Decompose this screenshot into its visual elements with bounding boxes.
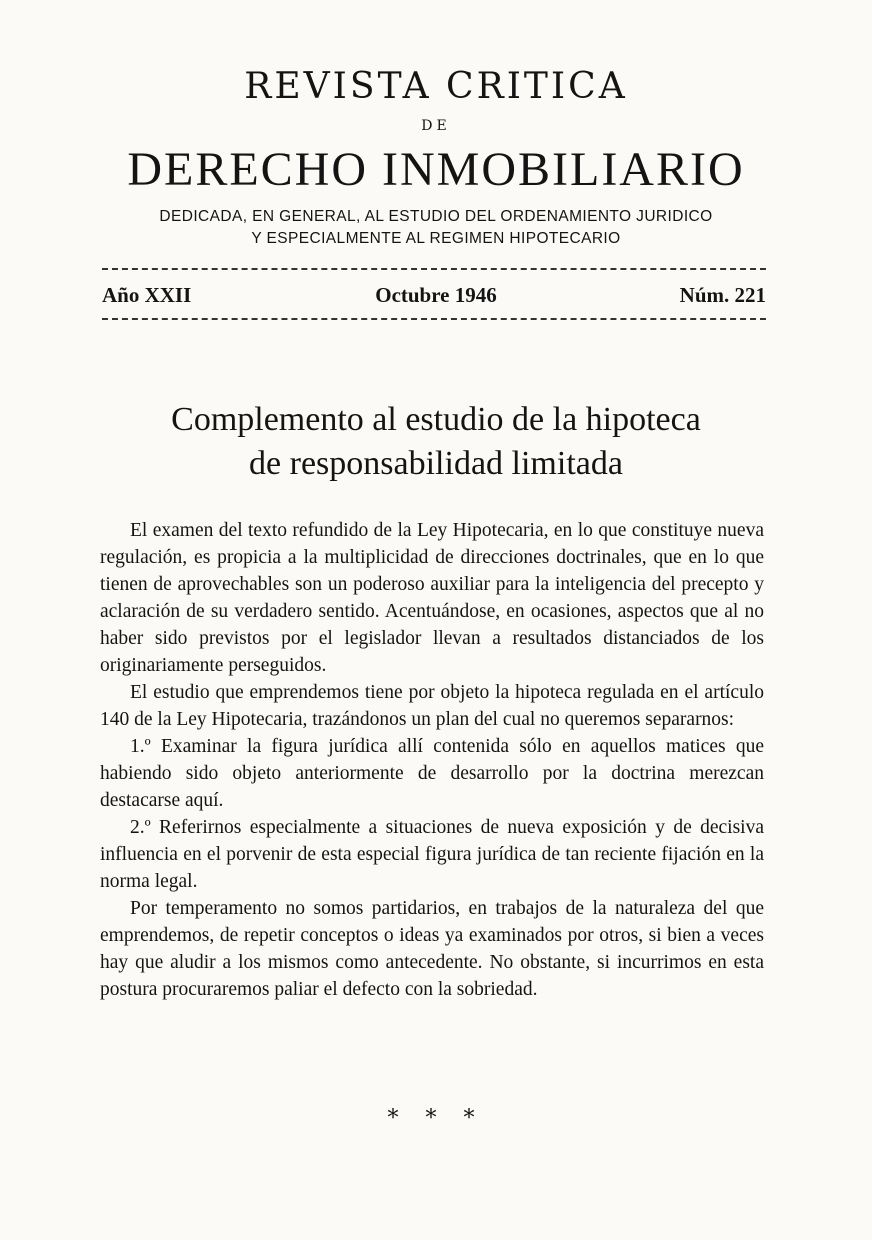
paragraph: El estudio que emprendemos tiene por objeto la hipoteca regulada en el artículo 140 de la Ley Hipotecaria, trazándonos un plan del cual no queremos separarnos: <box>100 682 764 730</box>
issue-date: Octubre 1946 <box>375 283 497 307</box>
journal-subtitle-line1: DEDICADA, EN GENERAL, AL ESTUDIO DEL ORDENAMIENTO JURIDICO <box>159 208 713 225</box>
issue-number: Núm. 221 <box>679 283 766 307</box>
section-separator: * * * <box>387 1106 485 1131</box>
paragraph: 2.º Referirnos especialmente a situaciones de nueva exposición y de decisiva influencia en el porvenir de esta especial figura jurídica de tan reciente fijación en la norma legal. <box>100 817 764 892</box>
top-divider <box>102 268 766 270</box>
article-title-line1: Complemento al estudio de la hipoteca <box>171 401 701 438</box>
article-body <box>100 517 764 1003</box>
paragraph: 1.º Examinar la figura jurídica allí contenida sólo en aquellos matices que habiendo sido objeto anteriormente de desarrollo por la doctrina merezcan destacarse aquí. <box>100 736 764 811</box>
bottom-divider <box>102 318 766 320</box>
journal-title-main: DERECHO INMOBILIARIO <box>127 143 745 196</box>
issue-year: Año XXII <box>102 283 192 307</box>
journal-title-connector: DE <box>421 118 451 134</box>
article-title-line2: de responsabilidad limitada <box>249 445 623 482</box>
journal-subtitle-line2: Y ESPECIALMENTE AL REGIMEN HIPOTECARIO <box>251 230 621 247</box>
journal-title: REVISTA CRITICA <box>244 66 628 107</box>
paragraph: Por temperamento no somos partidarios, en trabajos de la naturaleza del que emprendemos, de repetir conceptos o ideas ya examinados por otros, si bien a veces hay que aludir a los mismos como antecedente. No obstante, si incurrimos en esta postura procuraremos paliar el defecto con la sobriedad. <box>100 898 764 1000</box>
paragraph: El examen del texto refundido de la Ley Hipotecaria, en lo que constituye nueva regulación, es propicia a la multiplicidad de direcciones doctrinales, que en lo que tienen de aprovechables son un poderoso auxiliar para la inteligencia del precepto y aclaración de su verdadero sentido. Acentuándose, en ocasiones, aspectos que al no haber sido previstos por el legislador llevan a resultados distanciados de los originariamente perseguidos. <box>100 520 764 676</box>
